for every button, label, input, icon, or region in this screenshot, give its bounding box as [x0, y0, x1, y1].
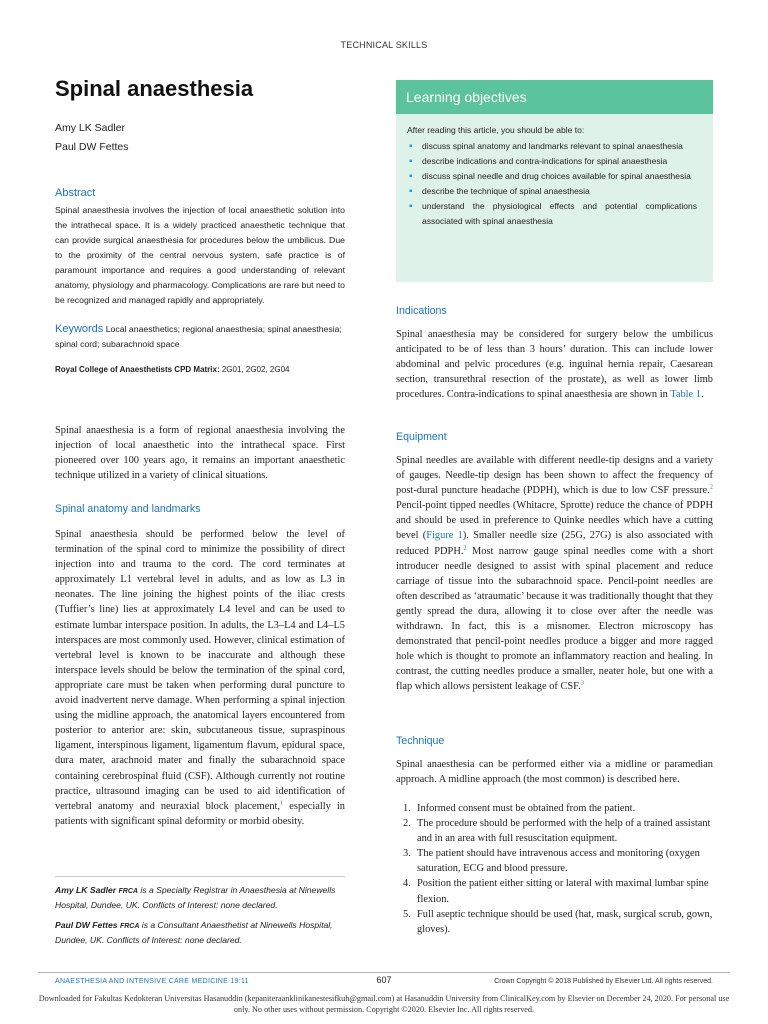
step-text: The procedure should be performed with the help of a trained assistant and in an area with full resuscitation equipment. [417, 818, 711, 845]
spinal-anatomy-paragraph [55, 527, 345, 829]
running-head: TECHNICAL SKILLS [340, 40, 428, 50]
learning-objective-item [407, 199, 697, 229]
table-1-link[interactable]: Table 1 [670, 389, 701, 401]
reference-link-1[interactable]: 1 [280, 799, 284, 807]
cpd-codes: 2G01, 2G02, 2G04 [221, 365, 290, 374]
download-notice: Downloaded for Fakultas Kedokteran Universitas Hasanuddin (kepaniteraanklinikanestesifkuh@gmail.com) at Hasanuddin University from ClinicalKey.com by Elsevier on December 24, 2020. For personal use only. No other uses without permission. Copyright ©2020. Elsevier Inc. All rights reserved. [38, 994, 730, 1014]
author-note-text: is a Specialty Registrar in Anaesthesia at Ninewells Hospital, Dundee, UK. Conflicts of Interest: none declared. [55, 885, 336, 910]
author-2: Paul DW Fettes [55, 141, 129, 153]
author-note-2 [55, 919, 345, 946]
step-text: Informed consent must be obtained from the patient. [417, 803, 636, 814]
author-note-text: is a Consultant Anaesthetist at Ninewells Hospital, Dundee, UK. Conflicts of Interest: none declared. [55, 920, 333, 945]
reference-link-2[interactable]: 2 [709, 483, 713, 491]
learning-objective-item [407, 139, 697, 154]
step-text: Position the patient either sitting or lateral with maximal lumbar spine flexion. [417, 878, 709, 905]
bullet-icon: ▪ [409, 201, 413, 212]
spinal-anatomy-text-end: especially in patients with significant spinal deformity or morbid obesity. [55, 800, 345, 827]
technique-steps [396, 801, 713, 937]
step-number: 5. [403, 908, 411, 920]
equipment-text: Most narrow gauge spinal needles come with a short introducer needle designed to assist with spinal placement and reduce carriage of tissue into the subarachnoid space. Pencil-point needles are often described as ‘atraumatic’ because it was traditionally thought that they gently spread the dura, allowing it to close over after the needle was withdrawn. In fact, this is a misnomer. Electron microscopy has demonstrated that pencil-point needles produce a bigger and more ragged hole which is thought to promote an inflammatory reaction and healing. In contrast, the cutting needles produce a smaller, neater hole, but one with a flap which allows persistent leakage of CSF. [396, 545, 713, 693]
cpd-label: Royal College of Anaesthetists CPD Matrix: [55, 365, 220, 374]
learning-objective-text: discuss spinal needle and drug choices available for spinal anaesthesia [422, 171, 691, 181]
author-note-credential: FRCA [119, 923, 140, 930]
section-heading-equipment: Equipment [396, 431, 447, 443]
technique-step [396, 846, 713, 876]
bullet-icon: ▪ [409, 186, 413, 197]
technique-step [396, 907, 713, 937]
indications-paragraph [396, 327, 713, 402]
learning-objective-text: describe indications and contra-indications for spinal anaesthesia [422, 156, 668, 166]
learning-objective-item [407, 184, 697, 199]
section-heading-spinal-anatomy: Spinal anatomy and landmarks [55, 503, 201, 515]
equipment-text: Spinal needles are available with different needle-tip designs and a variety of gauges. Needle-tip design has been shown to affect the frequency of post-dural puncture headache (PDPH), which is due to low CSF pressure. [396, 455, 713, 497]
author-note-credential: FRCA [118, 888, 138, 895]
abstract-heading: Abstract [55, 187, 96, 199]
learning-objectives-list [407, 139, 697, 229]
equipment-paragraph [396, 453, 713, 695]
footer-divider [38, 972, 730, 973]
step-text: The patient should have intravenous access and monitoring (oxygen saturation, ECG and blood pressure. [417, 848, 700, 875]
step-text: Full aseptic technique should be used (hat, mask, surgical scrub, gown, gloves). [417, 908, 713, 935]
article-title: Spinal anaesthesia [55, 76, 254, 101]
section-heading-technique: Technique [396, 735, 445, 747]
bullet-icon: ▪ [409, 141, 413, 152]
learning-objective-item [407, 169, 697, 184]
step-number: 3. [403, 848, 411, 860]
keywords-text: Local anaesthetics; regional anaesthesia; spinal anaesthesia; spinal cord; subarachnoid space [55, 324, 342, 349]
step-number: 2. [403, 818, 411, 830]
footer-copyright: Crown Copyright © 2018 Published by Elsevier Ltd. All rights reserved. [494, 978, 713, 985]
cpd-matrix [55, 365, 345, 374]
learning-objective-text: describe the technique of spinal anaesthesia [422, 186, 590, 196]
keywords-label: Keywords [55, 323, 104, 335]
step-number: 1. [403, 803, 411, 814]
author-note-name: Paul DW Fettes [55, 920, 118, 930]
author-note-name: Amy LK Sadler [55, 885, 117, 895]
intro-paragraph: Spinal anaesthesia is a form of regional anaesthesia involving the injection of local anaesthetic into the intrathecal space. First pioneered over 100 years ago, it remains an important anaesthetic technique utilized in a variety of clinical situations. [55, 425, 345, 482]
learning-objective-text: understand the physiological effects and potential complications associated with spinal anaesthesia [422, 201, 697, 226]
spinal-anatomy-text: Spinal anaesthesia should be performed below the level of termination of the spinal cord to minimize the possibility of direct injection into and trauma to the cord. The cord terminates at approximately L1 vertebral level in adults, and as low as L3 in neonates. The line joining the highest points of the iliac crests (Tuffier’s line) lies at approximately L4 level and can be used to estimate lumbar interspace position. In adults, the L3–L4 and L4–L5 interspaces are most commonly used. However, clinical estimation of vertebral level is known to be inaccurate and although these interspace levels should be below the termination of the spinal cord, appropriate care must be taken when performing dural puncture to avoid inadvertent nerve damage. When performing a spinal injection using the midline approach, the anatomical layers encountered from posterior to anterior are: skin, subcutaneous tissue, supraspinous ligament, interspinous ligament, ligamentum flavum, epidural space, dura mater, arachnoid mater and finally the subarachnoid space containing cerebrospinal fluid (CSF). Although currently not routine practice, ultrasound imaging can be used to aid identification of vertebral anatomy and neuraxial block placement, [55, 529, 345, 812]
technique-paragraph: Spinal anaesthesia can be performed either via a midline or paramedian approach. A midline approach (the most common) is described here. [396, 759, 713, 786]
indications-text-end: . [700, 389, 704, 401]
section-heading-indications: Indications [396, 305, 447, 317]
learning-objective-item [407, 154, 697, 169]
author-note-1 [55, 884, 345, 911]
technique-step [396, 816, 713, 846]
reference-link-2[interactable]: 2 [463, 544, 467, 552]
keywords [55, 322, 345, 352]
technique-step [396, 876, 713, 906]
author-notes-divider [55, 876, 345, 877]
learning-objectives-title: Learning objectives [406, 89, 527, 105]
learning-objectives-intro: After reading this article, you should be able to: [407, 125, 585, 135]
abstract-text: Spinal anaesthesia involves the injection of local anaesthetic solution into the intrathecal space. It is a widely practiced anaesthetic technique that can provide surgical anaesthesia for procedures below the umbilicus. Due to the proximity of the central nervous system, safe practice is of paramount importance and requires a good understanding of relevant anatomy, physiology and pharmacology. Complications are rare but need to be recognized and managed rapidly and appropriately. [55, 205, 345, 305]
equipment-text: ). Smaller needle size (25G, 27G) is also associated with reduced PDPH. [396, 530, 714, 557]
step-number: 4. [403, 878, 411, 890]
bullet-icon: ▪ [409, 156, 413, 167]
equipment-text: Pencil-point tipped needles (Whitacre, Sprotte) reduce the chance of PDPH and should be used in preference to Quinke needles which have a cutting bevel ( [396, 500, 713, 542]
technique-step [396, 801, 713, 816]
author-1: Amy LK Sadler [55, 122, 126, 134]
figure-1-link[interactable]: Figure 1 [426, 530, 463, 542]
author-notes [55, 884, 345, 954]
indications-text: Spinal anaesthesia may be considered for surgery below the umbilicus anticipated to be of less than 3 hours’ duration. This can include lower abdominal and pelvic procedures (e.g. inguinal hernia repair, Caesarean section, transurethral resection of the prostate), as well as lower limb procedures. Contra-indications to spinal anaesthesia are shown in [396, 329, 713, 401]
learning-objective-text: discuss spinal anatomy and landmarks relevant to spinal anaesthesia [422, 141, 683, 151]
footer-journal: ANAESTHESIA AND INTENSIVE CARE MEDICINE 19:11 [55, 978, 249, 985]
reference-link-3[interactable]: 3 [580, 679, 584, 687]
bullet-icon: ▪ [409, 171, 413, 182]
page-number: 607 [376, 975, 392, 985]
